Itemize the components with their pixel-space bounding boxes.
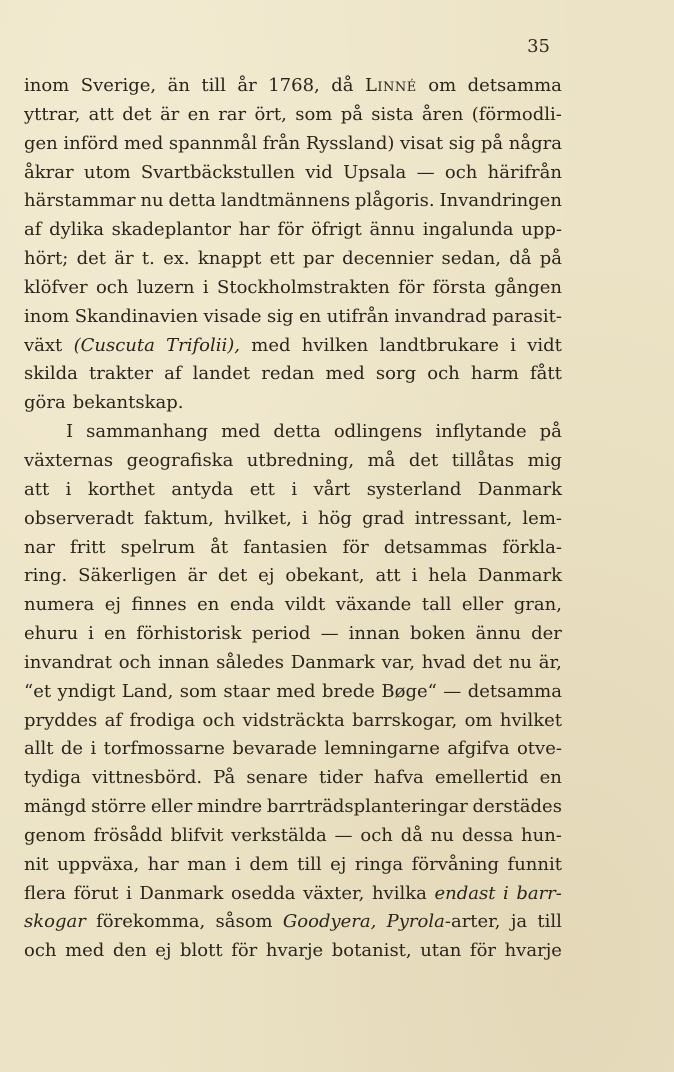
text-line: mängd större eller mindre barrträdsplanteringar derstädes [24,796,562,818]
emphasis-endast: endast [434,882,496,904]
text-line: ehuru i en förhistorisk period — innan boken ännu der [24,623,562,645]
emphasis-skogar: skogar [24,911,86,933]
text-line: I sammanhang med detta odlingens inflytande på [66,421,562,443]
species-name-cuscuta: (Cuscuta [73,334,155,356]
text-line: gen införd med spannmål från Ryssland) visat sig på några [24,132,562,154]
text-line: växternas geografiska utbredning, må det tillåtas mig [24,449,562,471]
text-line: nit uppväxa, har man i dem till ej ringa förvåning funnit [24,853,562,875]
text-line: nar fritt spelrum åt fantasien för detsammas förkla- [24,536,562,558]
text-line: skogar förekomma, såsom Goodyera, Pyrola-arter, ja till [24,908,562,937]
text-line: inom Sverige, än till år 1768, då Linné om detsamma [24,72,562,101]
text-line: att i korthet antyda ett i vårt systerland Danmark [24,478,562,500]
text-line: numera ej finnes en enda vildt växande tall eller gran, [24,594,562,616]
text-line: pryddes af frodiga och vidsträckta barrskogar, om hvilket [24,709,562,731]
text-line: observeradt faktum, hvilket, i hög grad intressant, lem- [24,507,562,529]
text-line: tydiga vittnesbörd. På senare tider hafva emellertid en [24,767,562,789]
text-line: skilda trakter af landet redan med sorg och harm fått [24,363,562,385]
text-line: ring. Säkerligen är det ej obekant, att i hela Danmark [24,565,562,587]
text-line: allt de i torfmossarne bevarade lemningarne afgifva otve- [24,738,562,760]
page-number: 35 [527,36,550,57]
text-line: växt (Cuscuta Trifolii), med hvilken landtbrukare i vidt [24,332,562,361]
species-name-goodyera: Goodyera, [282,911,377,933]
species-name-pyrola: Pyrola-arter, [386,911,501,933]
text-line: härstammar nu detta landtmännens plågoris. Invandringen [24,190,562,212]
text-line: inom Skandinavien visade sig en utifrån invandrad parasit- [24,305,562,327]
text-line: “et yndigt Land, som staar med brede Bøge“ — detsamma [24,680,562,702]
text-line: och med den ej blott för hvarje botanist, utan för hvarje [24,940,562,962]
text-line: göra bekantskap. [24,392,184,414]
text-line: klöfver och luzern i Stockholmstrakten för första gången [24,276,562,298]
body-text [24,72,562,966]
text-line: af dylika skadeplantor har för öfrigt ännu ingalunda upp- [24,219,562,241]
emphasis-i: i [503,882,509,904]
text-line: åkrar utom Svartbäckstullen vid Upsala — och härifrån [24,161,562,183]
text-line: flera förut i Danmark osedda växter, hvilka endast i barr- [24,880,562,909]
author-name-linne: Linné [364,75,417,96]
text-line: yttrar, att det är en rar ört, som på sista åren (förmodli- [24,103,562,125]
emphasis-barr: barr- [516,882,562,904]
text-line: genom frösådd blifvit verkstälda — och då nu dessa hun- [24,824,562,846]
text-line: hört; det är t. ex. knappt ett par decennier sedan, då på [24,248,562,270]
text-line: invandrat och innan således Danmark var, hvad det nu är, [24,651,562,673]
species-name-trifolii: Trifolii), [166,334,240,356]
